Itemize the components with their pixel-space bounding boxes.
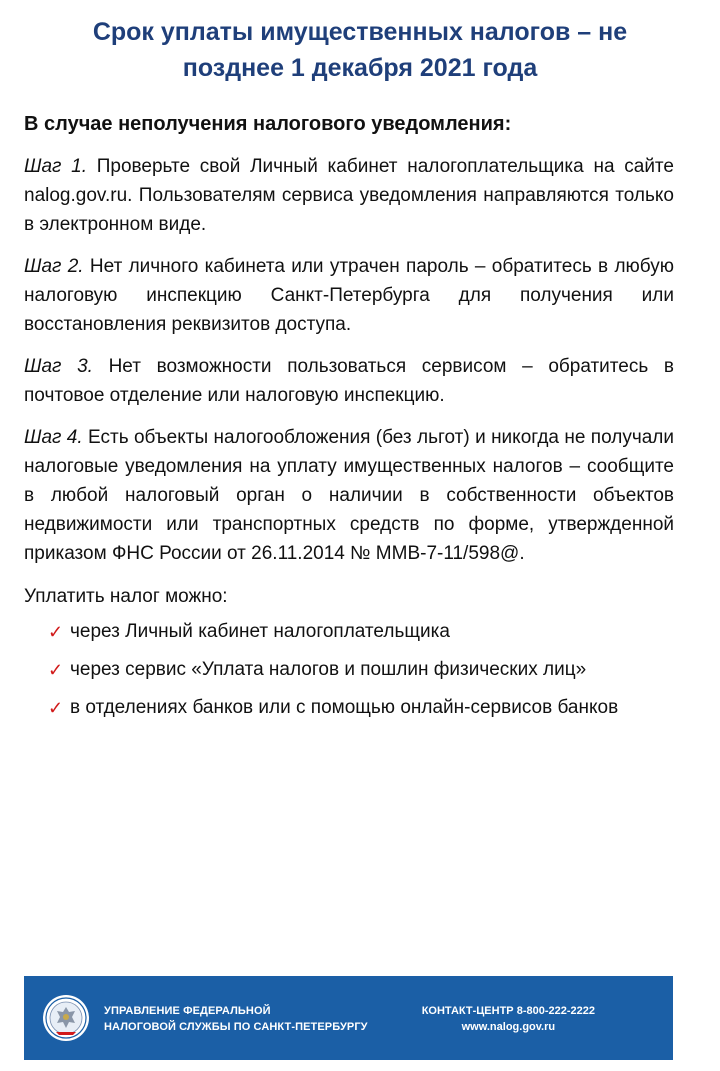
payment-item-text: через Личный кабинет налогоплательщика — [70, 621, 450, 642]
step-3-label: Шаг 3. — [24, 356, 93, 377]
contact-info — [422, 1003, 595, 1035]
step-4-label: Шаг 4. — [24, 427, 83, 448]
title-line-1: Срок уплаты имущественных налогов – не — [92, 18, 628, 46]
step-2 — [24, 252, 674, 339]
step-1-label: Шаг 1. — [24, 156, 88, 177]
payment-item — [48, 655, 674, 684]
step-3 — [24, 352, 674, 410]
payment-item — [48, 617, 674, 646]
footer-banner — [24, 976, 673, 1060]
department-name — [104, 1003, 368, 1035]
department-line-1: УПРАВЛЕНИЕ ФЕДЕРАЛЬНОЙ — [104, 1005, 271, 1017]
step-1-text: Проверьте свой Личный кабинет налогоплательщика на сайте nalog.gov.ru. Пользователям сервиса уведомления направляются только в электронном виде. — [24, 156, 674, 235]
payment-list — [24, 617, 674, 722]
step-2-text: Нет личного кабинета или утрачен пароль – обратитесь в любую налоговую инспекцию Санкт-Петербурга для получения или восстановления реквизитов доступа. — [24, 256, 674, 335]
payment-item-text: через сервис «Уплата налогов и пошлин физических лиц» — [70, 659, 587, 680]
check-icon: ✓ — [48, 698, 64, 718]
title-line-2: позднее 1 декабря 2021 года — [182, 54, 538, 82]
page-title — [24, 14, 696, 86]
contact-phone: КОНТАКТ-ЦЕНТР 8-800-222-2222 — [421, 1005, 595, 1017]
department-line-2: НАЛОГОВОЙ СЛУЖБЫ ПО САНКТ-ПЕТЕРБУРГУ — [104, 1021, 368, 1033]
step-1 — [24, 152, 674, 239]
check-icon: ✓ — [48, 622, 64, 642]
content-body — [24, 152, 674, 731]
payment-item — [48, 693, 674, 722]
fns-emblem-icon — [42, 994, 90, 1042]
step-2-label: Шаг 2. — [24, 256, 84, 277]
step-4-text: Есть объекты налогообложения (без льгот) и никогда не получали налоговые уведомления на уплату имущественных налогов – сообщите в любой налоговый орган о наличии в собственности объектов недвижимости или транспортных средств по форме, утвержденной приказом ФНС России от 26.11.2014 № ММВ-7-11/598@. — [24, 427, 674, 564]
contact-website[interactable]: www.nalog.gov.ru — [461, 1021, 556, 1033]
payment-item-text: в отделениях банков или с помощью онлайн-сервисов банков — [70, 697, 619, 718]
check-icon: ✓ — [48, 660, 64, 680]
subheading: В случае неполучения налогового уведомления: — [24, 113, 512, 135]
payment-title: Уплатить налог можно: — [24, 586, 228, 607]
step-4 — [24, 423, 674, 568]
step-3-text: Нет возможности пользоваться сервисом – обратитесь в почтовое отделение или налоговую инспекцию. — [24, 356, 674, 406]
